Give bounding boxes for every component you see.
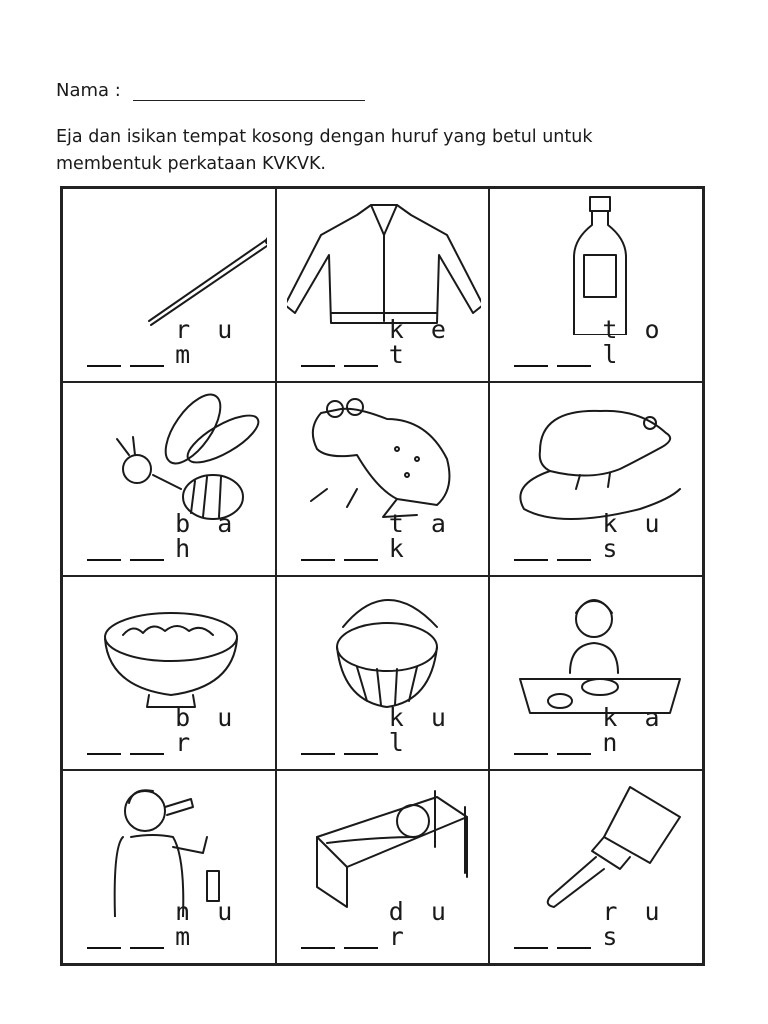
jacket-icon [287, 195, 481, 335]
word-suffix: k u l [388, 703, 452, 757]
boy-drinking-icon [73, 777, 267, 917]
answer-blank[interactable] [514, 555, 548, 561]
answer-row [301, 511, 489, 561]
answer-blank[interactable] [344, 555, 378, 561]
word-suffix: k u s [602, 509, 666, 563]
worksheet-cell [489, 770, 703, 964]
word-suffix: d u r [388, 897, 452, 951]
answer-blank[interactable] [130, 361, 164, 367]
porridge-bowl-icon [73, 583, 267, 723]
answer-blank[interactable] [344, 943, 378, 949]
answer-blank[interactable] [514, 749, 548, 755]
worksheet-cell [489, 576, 703, 770]
answer-blank[interactable] [87, 555, 121, 561]
answer-blank[interactable] [87, 943, 121, 949]
answer-blank[interactable] [130, 943, 164, 949]
girl-eating-icon [500, 583, 694, 723]
answer-row [301, 899, 489, 949]
worksheet-cell [276, 576, 490, 770]
answer-blank[interactable] [130, 749, 164, 755]
answer-blank[interactable] [557, 749, 591, 755]
word-suffix: r u s [602, 897, 666, 951]
word-suffix: b u r [175, 703, 239, 757]
word-suffix: t a k [388, 509, 452, 563]
answer-blank[interactable] [557, 361, 591, 367]
answer-blank[interactable] [130, 555, 164, 561]
instruction-text: Eja dan isikan tempat kosong dengan huruf yang betul untuk membentuk perkataan KVKVK. [56, 127, 593, 174]
answer-blank[interactable] [301, 749, 335, 755]
worksheet-cell [276, 188, 490, 382]
frog-icon [287, 389, 481, 529]
paintbrush-icon [500, 777, 694, 917]
word-suffix: k e t [388, 315, 452, 369]
answer-row [301, 317, 489, 367]
name-label: Nama : [56, 80, 121, 101]
word-suffix: r u m [175, 315, 239, 369]
answer-blank[interactable] [344, 749, 378, 755]
answer-row [87, 511, 275, 561]
worksheet-cell [62, 576, 276, 770]
word-suffix: b a h [175, 509, 239, 563]
answer-row [514, 511, 702, 561]
worksheet-cell [489, 382, 703, 576]
answer-row [87, 317, 275, 367]
sleeping-bed-icon [287, 777, 481, 917]
name-field[interactable] [133, 82, 365, 101]
worksheet-cell [276, 770, 490, 964]
answer-row [87, 705, 275, 755]
word-suffix: n u m [175, 897, 239, 951]
worksheet-cell [62, 770, 276, 964]
answer-row [301, 705, 489, 755]
basket-icon [287, 583, 481, 723]
worksheet-cell [62, 382, 276, 576]
answer-blank[interactable] [344, 361, 378, 367]
answer-blank[interactable] [87, 749, 121, 755]
answer-blank[interactable] [301, 555, 335, 561]
answer-blank[interactable] [557, 555, 591, 561]
bottle-icon [500, 195, 694, 335]
worksheet-cell [276, 382, 490, 576]
answer-row [514, 317, 702, 367]
rat-icon [500, 389, 694, 529]
answer-row [514, 705, 702, 755]
answer-blank[interactable] [514, 361, 548, 367]
name-row [56, 80, 365, 101]
word-suffix: k a n [602, 703, 666, 757]
answer-blank[interactable] [301, 943, 335, 949]
answer-blank[interactable] [514, 943, 548, 949]
needle-icon [73, 195, 267, 335]
answer-row [87, 899, 275, 949]
answer-row [514, 899, 702, 949]
worksheet-cell [489, 188, 703, 382]
worksheet-cell [62, 188, 276, 382]
answer-blank[interactable] [301, 361, 335, 367]
bee-icon [73, 389, 267, 529]
answer-blank[interactable] [87, 361, 121, 367]
word-suffix: t o l [602, 315, 666, 369]
worksheet-grid [60, 186, 705, 966]
answer-blank[interactable] [557, 943, 591, 949]
